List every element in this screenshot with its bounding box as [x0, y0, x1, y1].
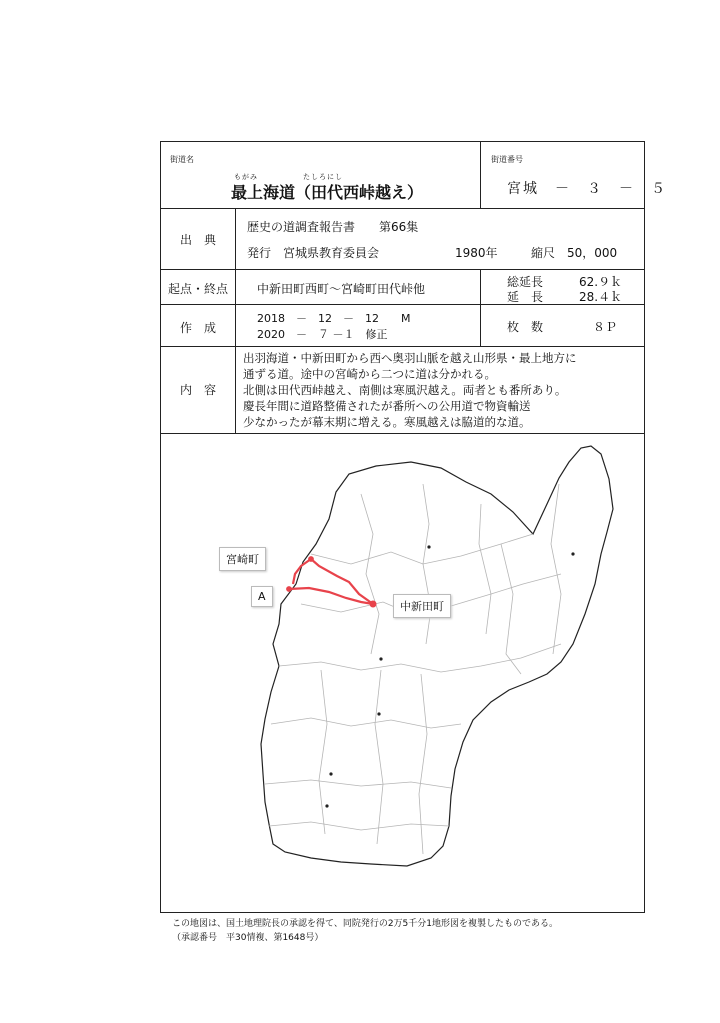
road-name-ruby: もがみ	[234, 173, 258, 181]
road-number-label: 街道番号	[491, 155, 523, 164]
footer-approval: （承認番号 平30情複、第1648号）	[172, 933, 324, 943]
length-value: 28.４ｋ	[579, 290, 623, 304]
content-label: 内 容	[179, 383, 216, 397]
content-line: 北側は田代西峠越え、南側は寒風沢越え。両者とも番所あり。	[243, 383, 567, 397]
town-dots	[325, 545, 574, 807]
sheets-value: ８Ｐ	[593, 320, 618, 334]
endpoints-value: 中新田町西町～宮崎町田代峠他	[257, 282, 426, 296]
content-line: 慶長年間に道路整備されたが番所への公用道で物資輸送	[243, 399, 531, 413]
municipal-boundaries	[265, 484, 561, 854]
source-scale: 縮尺 50，000	[531, 246, 618, 260]
road-name-label: 街道名	[170, 155, 194, 164]
road-name: 最上海道（田代西峠越え）	[231, 183, 424, 202]
route-node	[287, 587, 291, 591]
endpoints-row	[161, 270, 644, 305]
created-label: 作 成	[179, 321, 216, 335]
map-label-a: A	[251, 586, 273, 607]
created-date: 2018 － 12 － 12 M	[257, 312, 411, 325]
route-segment	[293, 559, 311, 584]
map-label-miyazaki: 宮崎町	[219, 547, 266, 571]
prefecture-map	[161, 434, 643, 911]
footer-note: この地図は、国土地理院長の承認を得て、同院発行の2万5千分1地形図を複製したものである。	[172, 919, 559, 929]
content-line: 通ずる道。途中の宮崎から二つに道は分かれる。	[243, 367, 496, 381]
content-line: 出羽海道・中新田町から西へ奥羽山脈を越え山形県・最上地方に	[243, 351, 577, 365]
source-row	[161, 209, 644, 270]
content-row	[161, 347, 644, 434]
prefecture-outline	[261, 446, 613, 866]
endpoints-label: 起点・終点	[167, 282, 228, 296]
revised-date: 2020 － ７ －１ 修正	[257, 328, 388, 341]
created-row	[161, 305, 644, 347]
route-sheet	[160, 141, 667, 913]
route-node	[309, 557, 313, 561]
sheets-label: 枚 数	[507, 320, 544, 334]
content-line: 少なかったが幕末期に増える。寒風越えは脇道的な道。	[243, 415, 531, 429]
content-text	[243, 350, 577, 430]
road-number: 宮城 － ３ － ５	[507, 181, 667, 197]
header-row	[161, 142, 667, 209]
source-year: 1980年	[455, 246, 498, 260]
route-line	[287, 557, 373, 604]
source-title: 歴史の道調査報告書 第66集	[247, 220, 419, 234]
source-publisher: 発行 宮城県教育委員会	[247, 246, 380, 260]
map-area	[161, 434, 643, 911]
road-name-ruby-2: たしろにし	[303, 173, 343, 181]
route-endpoint-marker	[370, 601, 377, 608]
total-length-label: 総延長	[507, 275, 544, 289]
length-label: 延 長	[507, 290, 544, 304]
source-label: 出 典	[179, 233, 216, 247]
total-length-value: 62.９ｋ	[579, 275, 623, 289]
map-label-nakaniida: 中新田町	[393, 594, 451, 618]
